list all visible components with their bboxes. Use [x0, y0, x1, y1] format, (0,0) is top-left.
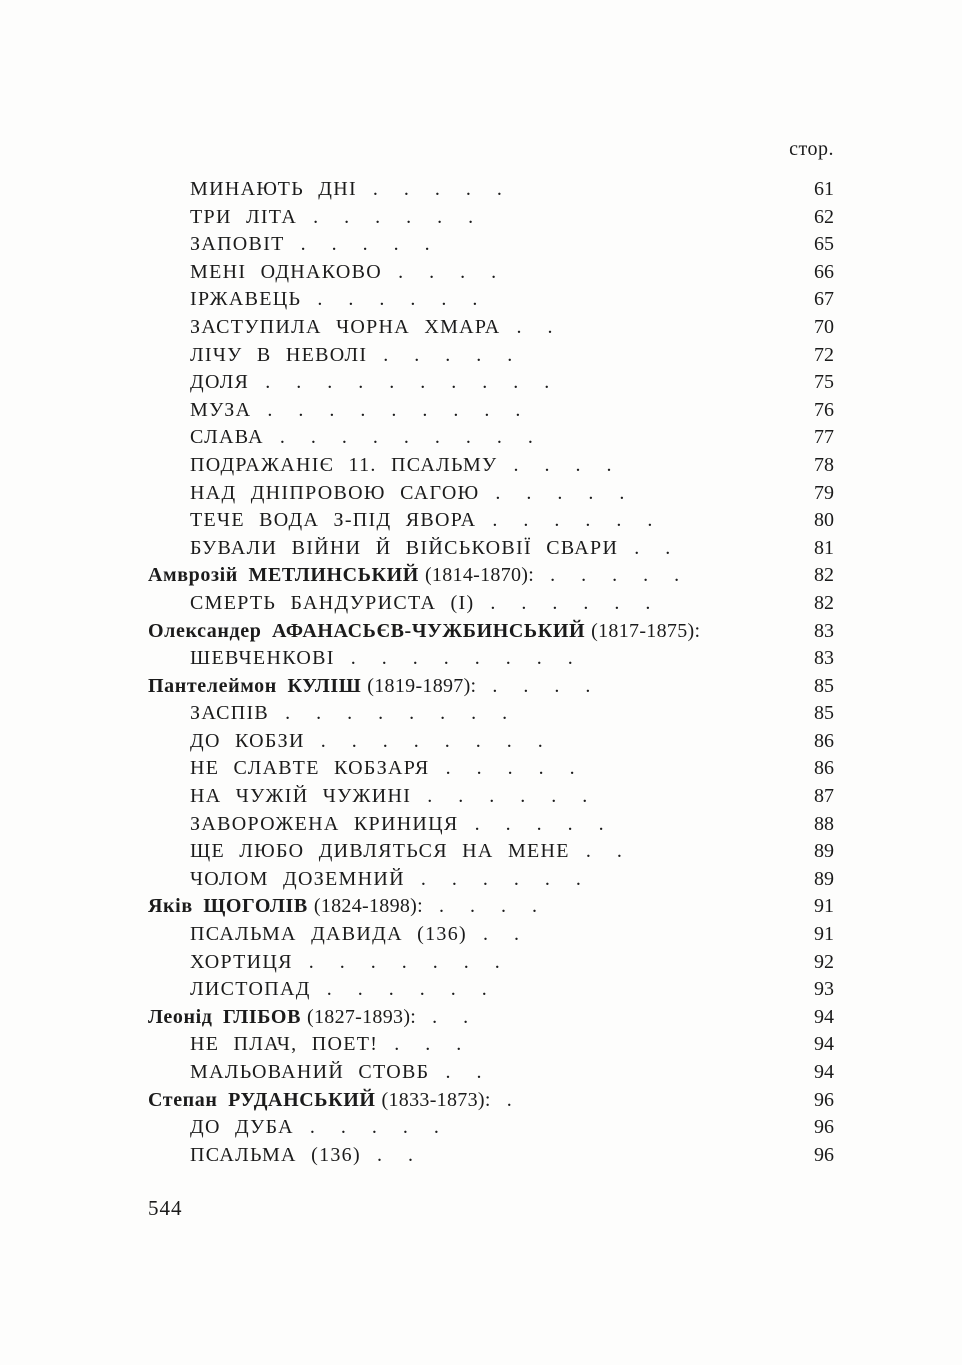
- entry-title-text: ЗАСТУПИЛА ЧОРНА ХМАРА: [190, 315, 501, 338]
- toc-entry: [148, 1033, 834, 1061]
- entry-title-text: (1833-1873):: [381, 1088, 491, 1111]
- toc-entry: [148, 647, 834, 675]
- leader-dots: . . . . .: [445, 757, 576, 780]
- entry-author-name: Пантелеймон КУЛІШ: [148, 674, 362, 697]
- entry-page-number: 85: [814, 702, 834, 725]
- entry-title-text: БУВАЛИ ВІЙНИ Й ВІЙСЬКОВІЇ СВАРИ: [190, 536, 619, 559]
- entry-title-text: (1819-1897):: [367, 674, 477, 697]
- leader-dots: . . . . . . . .: [285, 702, 508, 725]
- entry-title-text: ЛІЧУ В НЕВОЛІ: [190, 343, 368, 366]
- entry-page-number: 81: [814, 536, 834, 559]
- leader-dots: . . . . . .: [326, 978, 488, 1001]
- leader-dots: . . . .: [492, 674, 591, 697]
- entry-title-text: МЕНІ ОДНАКОВО: [190, 260, 383, 283]
- entry-title-text: СЛАВА: [190, 426, 264, 449]
- toc-entry: [148, 620, 834, 648]
- leader-dots: . . . . . . . . . .: [265, 371, 550, 394]
- entry-title-text: ПОДРАЖАНІЄ 11. ПСАЛЬМУ: [190, 453, 498, 476]
- entry-title-text: ІРЖАВЕЦЬ: [190, 288, 302, 311]
- entry-author-name: Леонід ГЛІБОВ: [148, 1005, 302, 1028]
- leader-dots: . . . .: [398, 260, 497, 283]
- leader-dots: . .: [516, 315, 554, 338]
- entry-title-text: ЗАПОВІТ: [190, 233, 285, 256]
- toc-entry: [148, 978, 834, 1006]
- entry-page-number: 87: [814, 785, 834, 808]
- entry-page-number: 96: [814, 1143, 834, 1166]
- toc-entry: [148, 1144, 834, 1172]
- entry-title-text: НЕ СЛАВТЕ КОБЗАРЯ: [190, 757, 430, 780]
- entry-page-number: 82: [814, 564, 834, 587]
- entry-page-number: 83: [814, 619, 834, 642]
- entry-page-number: 86: [814, 729, 834, 752]
- entry-page-number: 67: [814, 288, 834, 311]
- entry-page-number: 94: [814, 1061, 834, 1083]
- entry-page-number: 78: [814, 453, 834, 476]
- toc-entry: [148, 233, 834, 261]
- entry-title-text: ТРИ ЛІТА: [190, 205, 298, 228]
- entry-page-number: 61: [814, 178, 834, 200]
- leader-dots: . . . . . . . . .: [267, 398, 521, 421]
- entry-title-text: СМЕРТЬ БАНДУРИСТА (I): [190, 591, 475, 614]
- leader-dots: . .: [445, 1061, 482, 1083]
- entry-page-number: 96: [814, 1116, 834, 1139]
- toc-entry: [148, 951, 834, 979]
- entry-page-number: 94: [814, 1005, 834, 1028]
- entry-page-number: 82: [814, 591, 834, 614]
- entry-page-number: 75: [814, 371, 834, 394]
- toc-entry: [148, 454, 834, 482]
- leader-dots: . . . . .: [383, 343, 513, 366]
- page-number: 544: [148, 1196, 183, 1220]
- toc-entry: [148, 509, 834, 537]
- toc-entry: [148, 564, 834, 592]
- entry-page-number: 79: [814, 481, 834, 504]
- leader-dots: . . .: [394, 1033, 462, 1056]
- entry-page-number: 72: [814, 343, 834, 366]
- entry-title-text: (1824-1898):: [313, 895, 423, 918]
- entry-title-text: (1827-1893):: [307, 1005, 417, 1028]
- entry-page-number: 94: [814, 1033, 834, 1056]
- entry-page-number: 70: [814, 315, 834, 338]
- entry-title-text: ЗАВОРОЖЕНА КРИНИЦЯ: [190, 812, 459, 835]
- entry-page-number: 96: [814, 1088, 834, 1111]
- toc-entry: [148, 288, 834, 316]
- entry-title-text: МИНАЮТЬ ДНІ: [190, 178, 357, 200]
- toc-entry: [148, 537, 834, 565]
- toc-entry: [148, 316, 834, 344]
- leader-dots: . . . . . . . . .: [279, 426, 534, 449]
- entry-title-text: ЗАСПІВ: [190, 702, 270, 725]
- leader-dots: . . . . . .: [420, 867, 582, 890]
- entry-page-number: 65: [814, 233, 834, 256]
- leader-dots: .: [506, 1088, 513, 1111]
- entry-page-number: 77: [814, 426, 834, 449]
- toc-entry: [148, 1089, 834, 1117]
- entry-title-text: ТЕЧЕ ВОДА З-ПІД ЯВОРА: [190, 509, 477, 532]
- toc-entry: [148, 426, 834, 454]
- entry-page-number: 89: [814, 867, 834, 890]
- entry-page-number: 85: [814, 674, 834, 697]
- leader-dots: . . . . . . . .: [350, 647, 574, 670]
- leader-dots: . . . . . .: [317, 288, 478, 311]
- leader-dots: . . . . . .: [427, 785, 588, 808]
- entry-page-number: 92: [814, 950, 834, 973]
- leader-dots: . .: [585, 840, 623, 863]
- entry-title-text: (1817-1875):: [591, 619, 701, 642]
- leader-dots: . . . . . .: [490, 591, 651, 614]
- leader-dots: . .: [634, 536, 671, 559]
- entry-page-number: 93: [814, 978, 834, 1001]
- leader-dots: . . . . . . .: [308, 950, 501, 973]
- entry-page-number: 91: [814, 923, 834, 946]
- entry-title-text: НА ЧУЖІЙ ЧУЖИНІ: [190, 785, 412, 808]
- entry-title-text: НЕ ПЛАЧ, ПОЕТ!: [190, 1033, 379, 1056]
- toc-entry: [148, 1061, 834, 1089]
- entry-page-number: 83: [814, 647, 834, 670]
- toc-entry: [148, 868, 834, 896]
- leader-dots: . . . . .: [309, 1116, 440, 1139]
- entry-page-number: 66: [814, 260, 834, 283]
- toc-entry: [148, 1116, 834, 1144]
- entry-page-number: 76: [814, 398, 834, 421]
- leader-dots: . .: [482, 923, 520, 946]
- entry-author-name: Яків ЩОГОЛІВ: [148, 895, 308, 918]
- leader-dots: . . . . . .: [313, 205, 474, 228]
- entry-page-number: 88: [814, 812, 834, 835]
- leader-dots: . . . . . .: [492, 509, 653, 532]
- toc-entry: [148, 702, 834, 730]
- entry-title-text: ШЕВЧЕНКОВІ: [190, 647, 335, 670]
- entry-title-text: ЛИСТОПАД: [190, 978, 311, 1001]
- toc-entry: [148, 923, 834, 951]
- leader-dots: . .: [376, 1143, 414, 1166]
- toc-entry: [148, 371, 834, 399]
- entry-title-text: ЩЕ ЛЮБО ДИВЛЯТЬСЯ НА МЕНЕ: [190, 840, 570, 863]
- toc-list: [148, 178, 834, 1171]
- leader-dots: . . . . . . . .: [320, 729, 544, 752]
- leader-dots: . . . .: [439, 895, 538, 918]
- leader-dots: . . . . .: [300, 233, 431, 256]
- leader-dots: . . . . .: [550, 564, 680, 587]
- entry-title-text: МАЛЬОВАНИЙ СТОВБ: [190, 1061, 430, 1083]
- leader-dots: . . . .: [513, 453, 612, 476]
- toc-entry: [148, 482, 834, 510]
- toc-entry: [148, 785, 834, 813]
- toc-entry: [148, 261, 834, 289]
- entry-page-number: 62: [814, 205, 834, 228]
- toc-entry: [148, 895, 834, 923]
- toc-entry: [148, 344, 834, 372]
- toc-entry: [148, 675, 834, 703]
- page-column-header: стор.: [789, 138, 834, 160]
- entry-page-number: 80: [814, 509, 834, 532]
- entry-author-name: Олександер АФАНАСЬЄВ-ЧУЖБИНСЬКИЙ: [148, 619, 586, 642]
- toc-entry: [148, 206, 834, 234]
- entry-author-name: Степан РУДАНСЬКИЙ: [148, 1088, 376, 1111]
- entry-page-number: 86: [814, 757, 834, 780]
- toc-entry: [148, 399, 834, 427]
- entry-title-text: ПСАЛЬМА ДАВИДА (136): [190, 923, 467, 946]
- toc-entry: [148, 840, 834, 868]
- toc-entry: [148, 592, 834, 620]
- entry-title-text: НАД ДНІПРОВОЮ САГОЮ: [190, 481, 480, 504]
- toc-entry: [148, 178, 834, 206]
- entry-title-text: ПСАЛЬМА (136): [190, 1143, 361, 1166]
- toc-entry: [148, 757, 834, 785]
- entry-page-number: 89: [814, 840, 834, 863]
- toc-content: [148, 0, 834, 1171]
- entry-page-number: 91: [814, 895, 834, 918]
- toc-entry: [148, 730, 834, 758]
- leader-dots: . . . . .: [372, 178, 503, 200]
- toc-entry: [148, 813, 834, 841]
- leader-dots: . . . . .: [495, 481, 625, 504]
- entry-title-text: ЧОЛОМ ДОЗЕМНИЙ: [190, 867, 405, 890]
- entry-author-name: Амврозій МЕТЛИНСЬКИЙ: [148, 564, 419, 587]
- entry-title-text: ДО КОБЗИ: [190, 729, 305, 752]
- leader-dots: . . . . .: [474, 812, 605, 835]
- entry-title-text: МУЗА: [190, 398, 252, 421]
- leader-dots: . .: [432, 1005, 469, 1028]
- entry-title-text: (1814-1870):: [424, 564, 535, 587]
- entry-title-text: ХОРТИЦЯ: [190, 950, 293, 973]
- toc-entry: [148, 1006, 834, 1034]
- entry-title-text: ДОЛЯ: [190, 371, 250, 394]
- entry-title-text: ДО ДУБА: [190, 1116, 294, 1139]
